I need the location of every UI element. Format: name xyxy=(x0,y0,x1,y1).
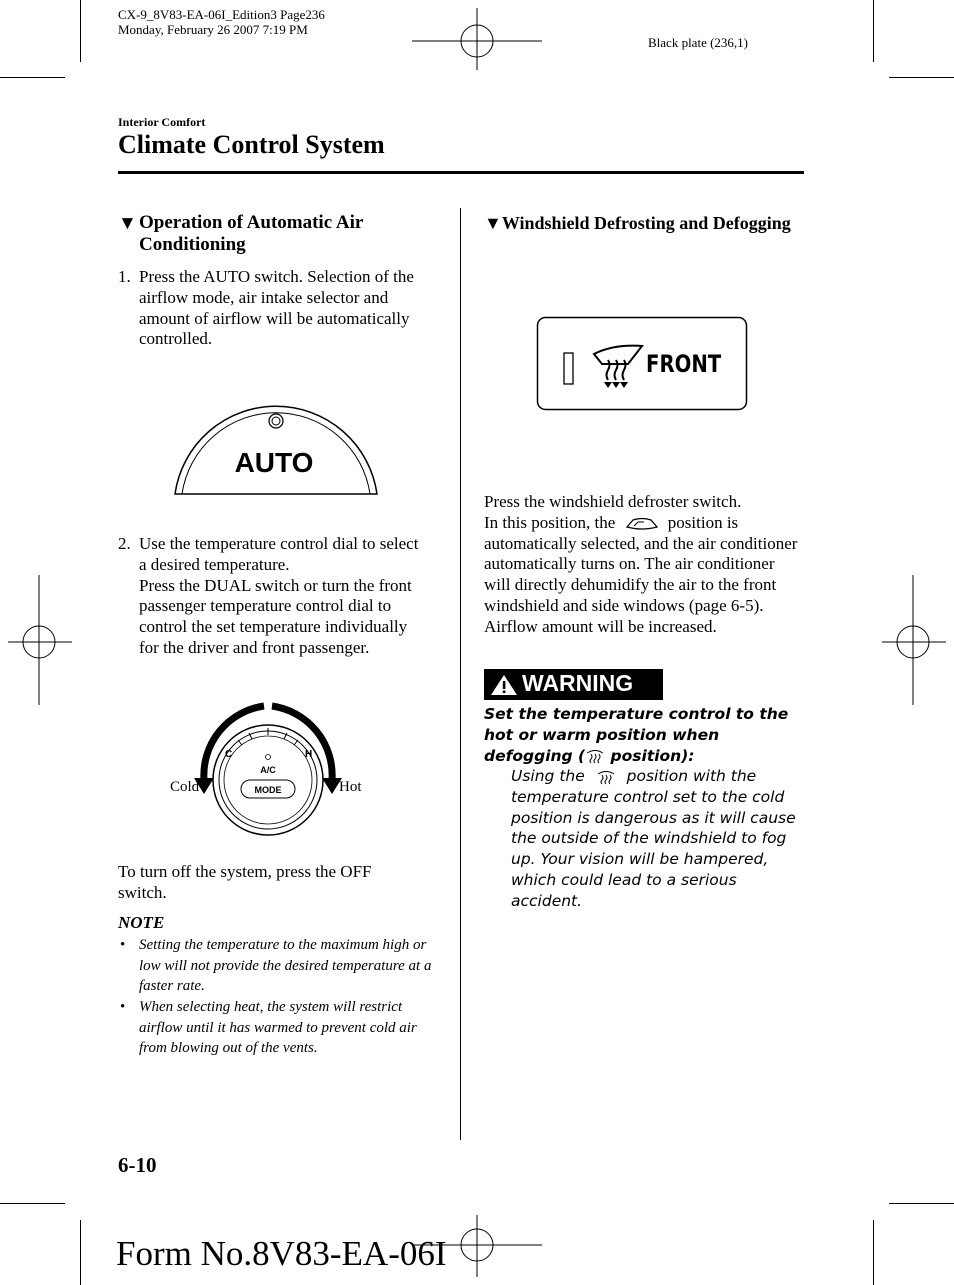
off-instruction: To turn off the system, press the OFF switch. xyxy=(118,862,372,902)
crop-mark xyxy=(80,0,81,62)
note-item xyxy=(118,935,438,997)
warning-instruction xyxy=(484,704,799,766)
heading-marker: ▼ xyxy=(484,213,502,233)
auto-button-label: AUTO xyxy=(234,447,314,478)
print-header-plate: Black plate (236,1) xyxy=(648,35,748,50)
heading-marker: ▼ xyxy=(118,213,137,234)
dial-c-mark: C xyxy=(225,749,233,760)
dial-h-mark: H xyxy=(305,749,313,760)
registration-mark-top xyxy=(412,8,542,70)
right-heading xyxy=(484,212,791,234)
page-title: Climate Control System xyxy=(118,130,385,159)
title-rule xyxy=(118,171,804,174)
front-label: FRONT xyxy=(646,350,722,378)
note-text: When selecting heat, the system will restrict airflow until it has warmed to prevent cold air from blowing out of the vents. xyxy=(139,999,417,1056)
dial-ac-label: A/C xyxy=(260,765,276,775)
step-2-text-a: Use the temperature control dial to select a desired temperature. xyxy=(139,534,419,574)
warning-instruction-b: position): xyxy=(610,746,695,765)
warning-instruction-a: Set the temperature control to the hot or warm position when defogging ( xyxy=(484,705,789,765)
warning-triangle-icon xyxy=(490,674,518,696)
step-2 xyxy=(118,534,428,659)
note-item xyxy=(118,997,438,1059)
warning-label: WARNING xyxy=(522,670,634,696)
dial-cold-label: Cold xyxy=(170,779,200,795)
step-2-text-b: Press the DUAL switch or turn the front passenger temperature control dial to control the set temperature individually for the driver and front passenger. xyxy=(139,575,412,657)
defrost-icon xyxy=(585,748,605,764)
section-label: Interior Comfort xyxy=(118,115,206,129)
dial-mode-label: MODE xyxy=(254,785,282,795)
crop-mark xyxy=(889,1203,954,1204)
warning-body-b: position with the temperature control set to the cold position is dangerous as it will cause the outside of the windshield to fog up. Your vision will be hampered, which could lead to a serious accident. xyxy=(511,767,796,910)
registration-mark-left xyxy=(8,575,72,705)
crop-mark xyxy=(889,77,954,78)
step-1-text: Press the AUTO switch. Selection of the airflow mode, air intake selector and amount of airflow will be automatically controlled. xyxy=(139,267,414,349)
left-heading-text: Operation of Automatic Air Conditioning xyxy=(139,212,363,255)
windshield-mode-icon xyxy=(624,516,660,532)
note-bullet: • xyxy=(120,937,126,953)
print-header-date: Monday, February 26 2007 7:19 PM xyxy=(118,22,308,37)
step-2-number: 2. xyxy=(118,534,131,553)
form-number: Form No.8V83-EA-06I xyxy=(116,1234,447,1273)
step-1-number: 1. xyxy=(118,267,131,286)
crop-mark xyxy=(0,77,65,78)
note-heading: NOTE xyxy=(118,913,165,932)
note-bullet: • xyxy=(120,999,126,1015)
left-heading xyxy=(118,212,448,256)
note-text: Setting the temperature to the maximum high or low will not provide the desired temperature at a faster rate. xyxy=(139,937,432,994)
defrost-icon xyxy=(593,769,619,785)
right-heading-text: Windshield Defrosting and Defogging xyxy=(501,213,791,233)
column-divider xyxy=(460,208,461,1140)
registration-mark-right xyxy=(882,575,946,705)
auto-button-illustration xyxy=(172,390,382,498)
defrost-paragraph-body xyxy=(484,513,804,638)
crop-mark xyxy=(0,1203,65,1204)
defrost-paragraph-a: In this position, the xyxy=(484,512,616,532)
print-header-file: CX-9_8V83-EA-06I_Edition3 Page236 xyxy=(118,7,325,22)
defrost-paragraph xyxy=(484,492,804,638)
page-number: 6-10 xyxy=(118,1153,157,1177)
crop-mark xyxy=(873,1220,874,1285)
warning-body-a: Using the xyxy=(511,767,585,785)
defrost-paragraph-b: position is automatically selected, and the air conditioner automatically turns on. The air conditioner will directly dehumidify the air to the front windshield and side windows (page 6-5). Airflow amount will be increased. xyxy=(484,512,798,636)
defrost-paragraph-line1: Press the windshield defroster switch. xyxy=(484,492,742,511)
warning-body xyxy=(511,766,801,912)
dial-hot-label: Hot xyxy=(339,779,362,795)
crop-mark xyxy=(873,0,874,62)
step-1 xyxy=(118,267,428,350)
crop-mark xyxy=(80,1220,81,1285)
